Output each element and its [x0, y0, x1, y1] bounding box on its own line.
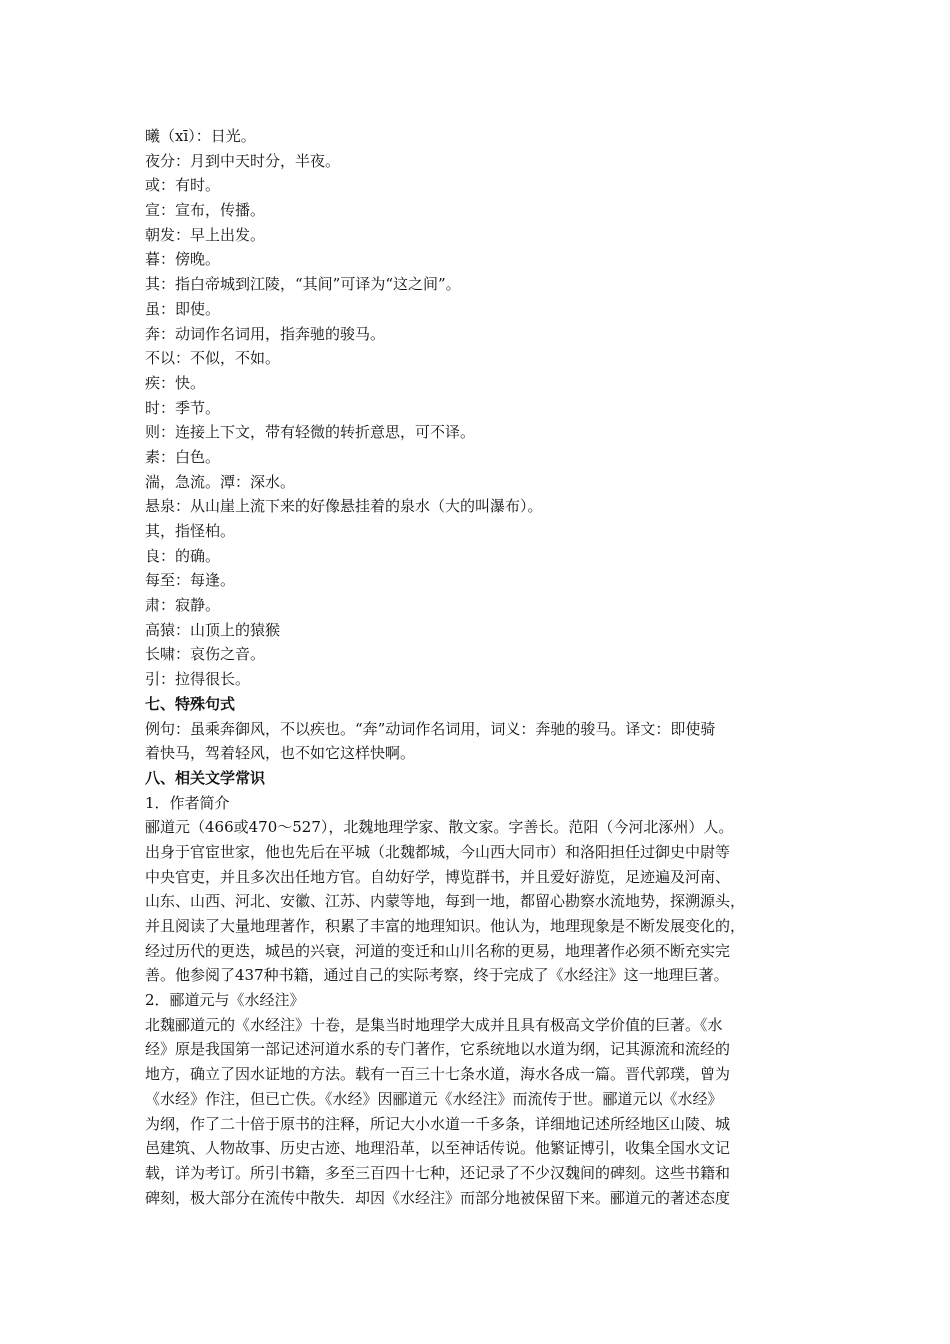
glossary-item: 或：有时。 [145, 176, 221, 195]
glossary-item: 时：季节。 [145, 398, 221, 417]
paragraph-line: 并且阅读了大量地理著作，积累了丰富的地理知识。他认为，地理现象是不断发展变化的， [145, 917, 746, 935]
glossary-item: 高猿：山顶上的猿猴 [145, 620, 281, 639]
glossary-item: 长啸：哀伤之音。 [145, 645, 266, 664]
paragraph-line: 碑刻，极大部分在流传中散失．却因《水经注》而部分地被保留下来。郦道元的著述态度 [145, 1188, 731, 1207]
paragraph-line: 邑建筑、人物故事、历史古迹、地理沿革，以至神话传说。他繁证博引，收集全国水文记 [145, 1139, 731, 1158]
glossary-item: 素：白色。 [145, 447, 221, 466]
glossary-item: 朝发：早上出发。 [145, 225, 266, 244]
glossary-item: 宣：宣布，传播。 [145, 201, 266, 220]
paragraph-line: 山东、山西、河北、安徽、江苏、内蒙等地，每到一地，都留心勘察水流地势，探溯源头， [145, 892, 746, 911]
subheading-shuijingzhu: 2．郦道元与《水经注》 [145, 991, 305, 1010]
glossary-item: 其：指白帝城到江陵，“其间”可译为“这之间”。 [145, 275, 461, 294]
paragraph-line: 出身于官宦世家，他也先后在平城（北魏都城，今山西大同市）和洛阳担任过御史中尉等 [145, 842, 731, 861]
paragraph-line: 经》原是我国第一部记述河道水系的专门著作，它系统地以水道为纲，记其源流和流经的 [145, 1040, 731, 1059]
glossary-item: 奔：动词作名词用，指奔驰的骏马。 [145, 324, 386, 343]
glossary-item: 其，指怪柏。 [145, 522, 236, 540]
paragraph-line: 载，详为考订。所引书籍，多至三百四十七种，还记录了不少汉魏间的碑刻。这些书籍和 [145, 1163, 731, 1182]
glossary-item: 湍，急流。潭：深水。 [145, 472, 296, 491]
glossary-item: 夜分：月到中天时分，半夜。 [145, 151, 341, 170]
glossary-item: 悬泉：从山崖上流下来的好像悬挂着的泉水（大的叫瀑布）。 [145, 497, 543, 516]
example-sentence-line: 着快马，驾着轻风，也不如它这样快啊。 [145, 744, 416, 763]
glossary-item: 曦（xī）：日光。 [145, 127, 256, 145]
glossary-item: 良：的确。 [145, 546, 221, 565]
glossary-item: 肃：寂静。 [145, 596, 221, 615]
subheading-author-intro: 1．作者简介 [145, 793, 230, 812]
glossary-list [145, 124, 815, 692]
paragraph-line: 经过历代的更迭，城邑的兴衰，河道的变迁和山川名称的更易，地理著作必须不断充实完 [145, 941, 731, 960]
paragraph-line: 地方，确立了因水证地的方法。载有一百三十七条水道，海水各成一篇。晋代郭璞，曾为 [145, 1065, 731, 1084]
glossary-item: 则：连接上下文，带有轻微的转折意思，可不译。 [145, 423, 476, 442]
glossary-item: 虽：即使。 [145, 299, 221, 318]
paragraph-line: 善。他参阅了437种书籍，通过自己的实际考察，终于完成了《水经注》这一地理巨著。 [145, 966, 729, 985]
example-sentence-line: 例句：虽乘奔御风，不以疾也。“奔”动词作名词用，词义：奔驰的骏马。译文：即使骑 [145, 719, 716, 738]
section-heading-special-sentences: 七、特殊句式 [145, 694, 236, 713]
paragraph-line: 郦道元（466或470～527），北魏地理学家、散文家。字善长。范阳（今河北涿州）人。 [145, 818, 734, 837]
paragraph-line: 中央官吏，并且多次出任地方官。自幼好学，博览群书，并且爱好游览，足迹遍及河南、 [145, 867, 731, 886]
glossary-item: 引：拉得很长。 [145, 670, 251, 689]
glossary-item: 不以：不似，不如。 [145, 349, 281, 368]
paragraph-line: 《水经》作注，但已亡佚。《水经》因郦道元《水经注》而流传于世。郦道元以《水经》 [145, 1089, 723, 1108]
document-page [145, 124, 815, 1210]
paragraph-line: 北魏郦道元的《水经注》十卷，是集当时地理学大成并且具有极高文学价值的巨著。《水 [145, 1015, 723, 1034]
paragraph-line: 为纲，作了二十倍于原书的注释，所记大小水道一千多条，详细地记述所经地区山陵、城 [145, 1114, 731, 1133]
glossary-item: 暮：傍晚。 [145, 250, 221, 269]
glossary-item: 疾：快。 [145, 373, 206, 392]
section-heading-literary-knowledge: 八、相关文学常识 [145, 768, 266, 787]
glossary-item: 每至：每逢。 [145, 571, 236, 590]
